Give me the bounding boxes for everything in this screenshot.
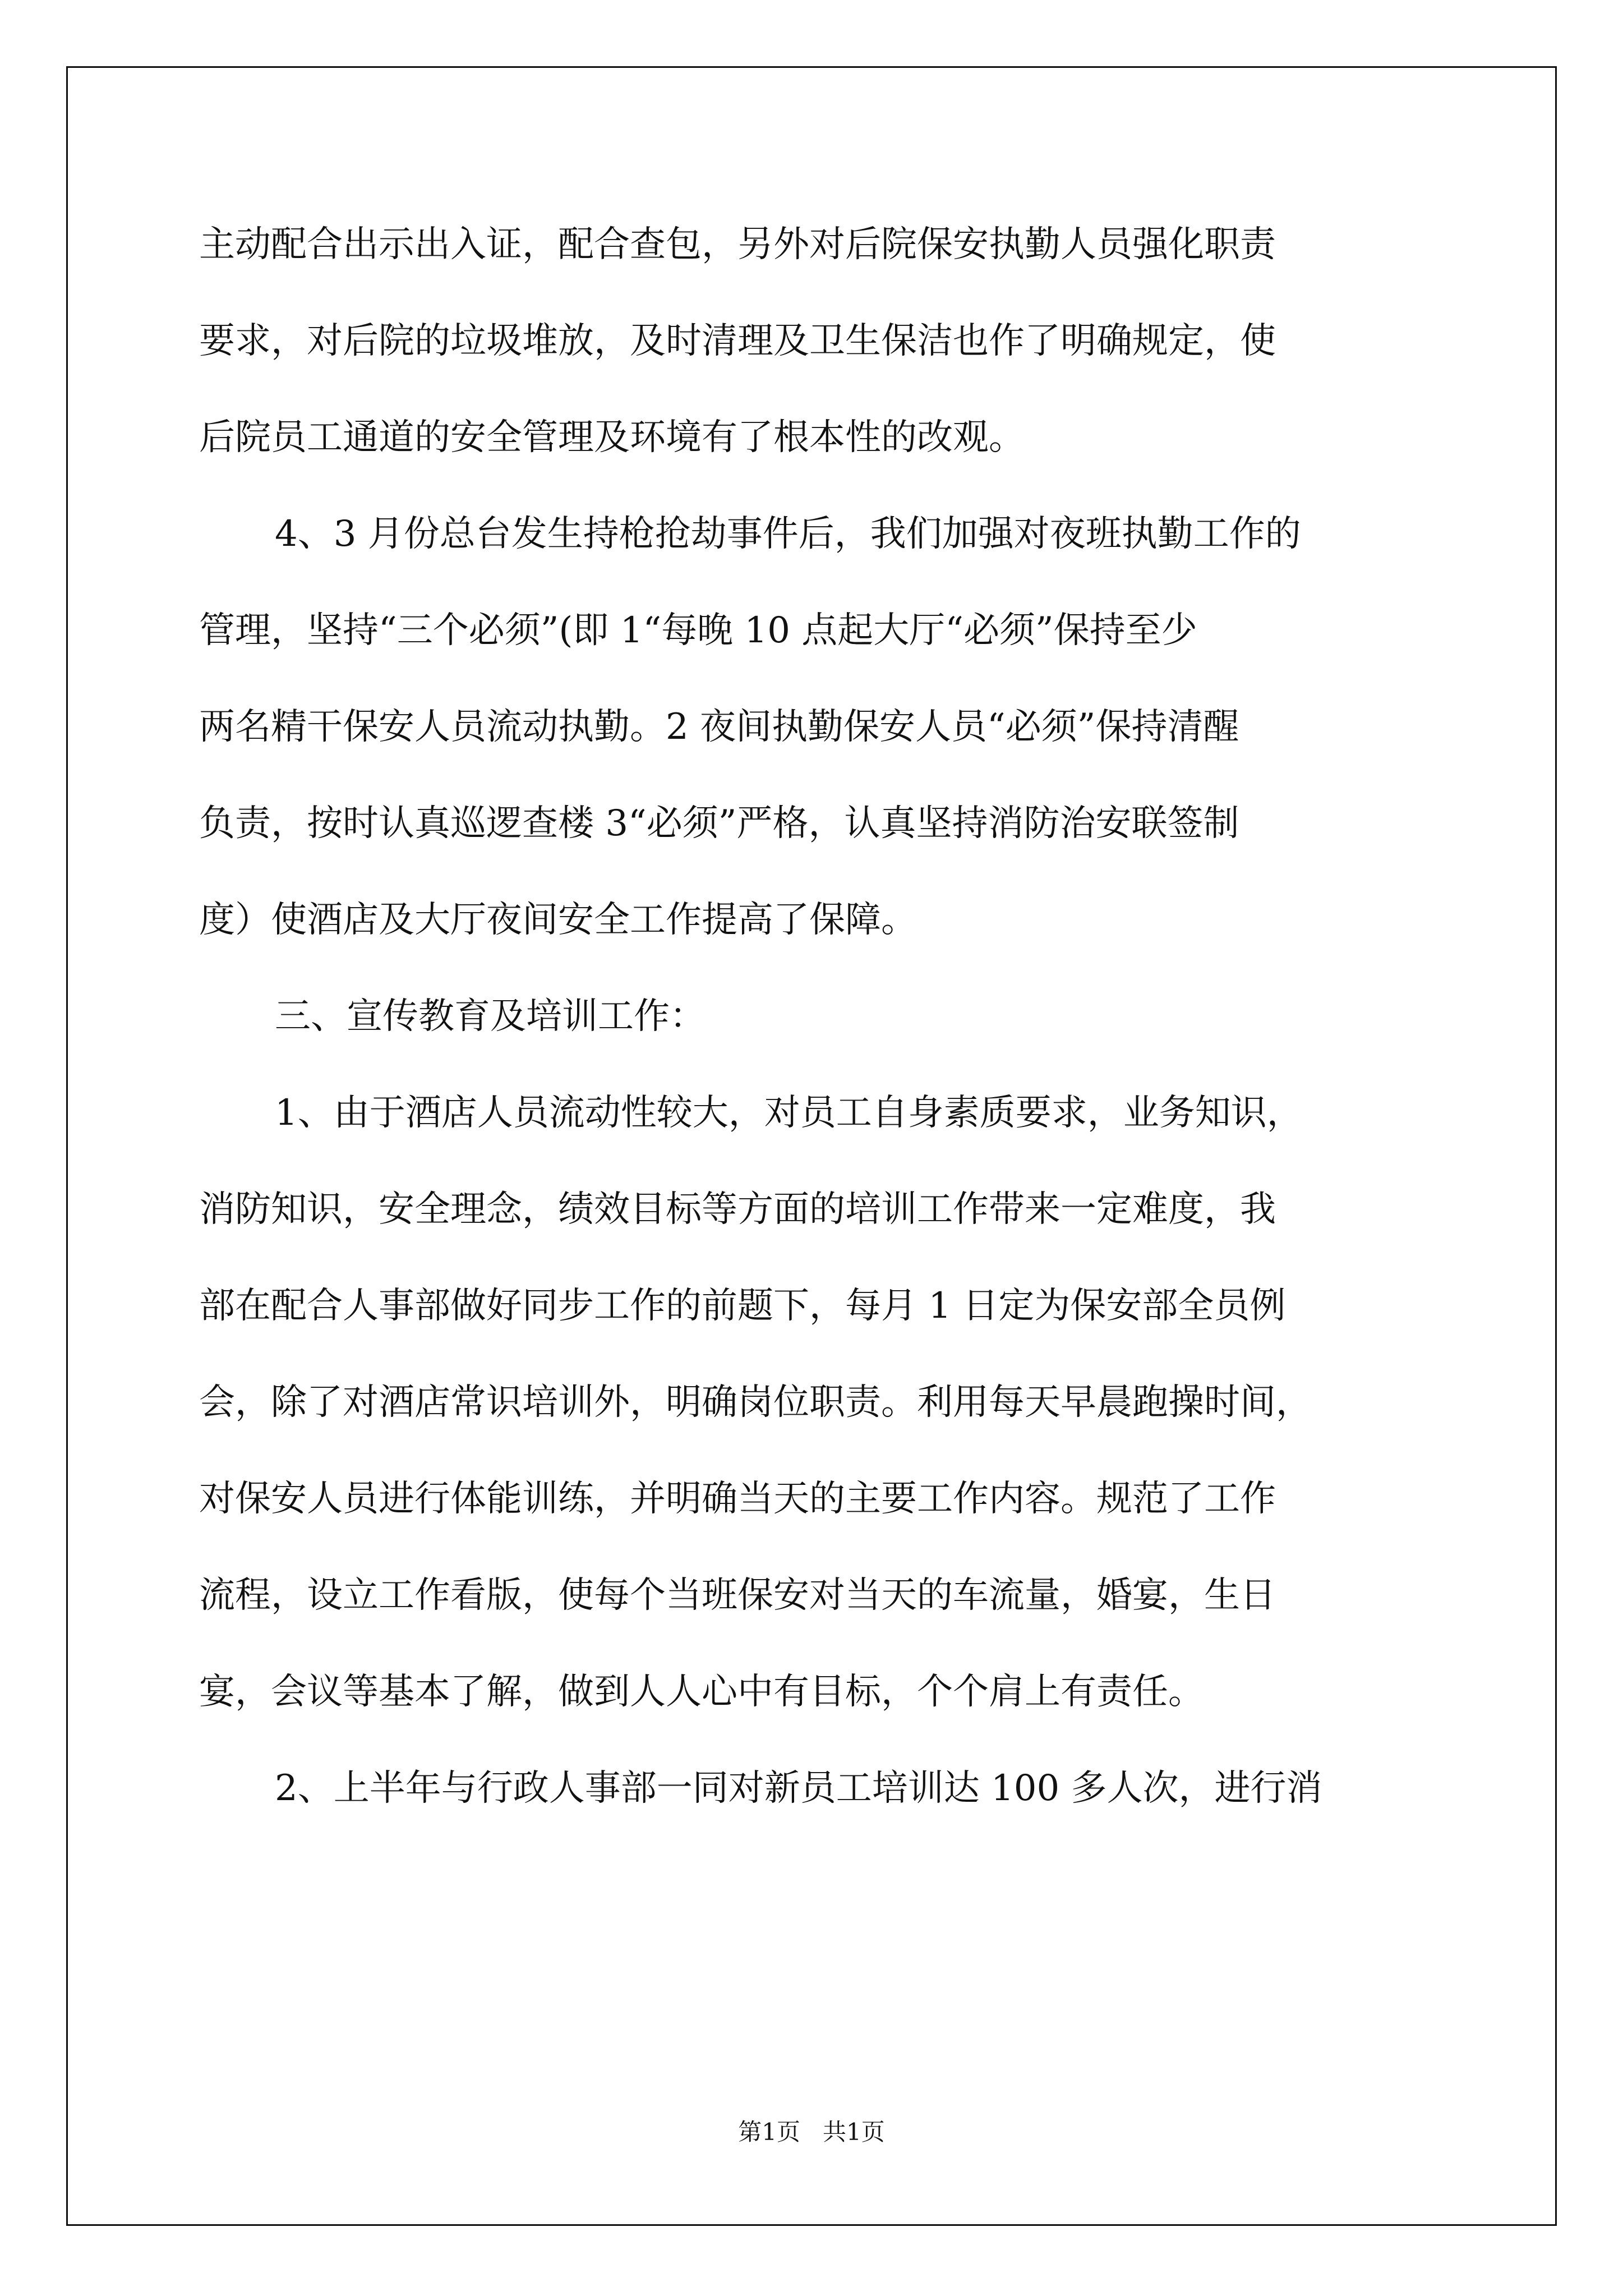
section-heading: 三、宣传教育及培训工作： bbox=[275, 996, 706, 1037]
text-line: 会，除了对酒店常识培训外，明确岗位职责。利用每天早晨跑操时间， bbox=[199, 1382, 1312, 1423]
text-line: 要求，对后院的垃圾堆放，及时清理及卫生保洁也作了明确规定，使 bbox=[199, 320, 1276, 362]
text-line: 管理，坚持“三个必须”(即 1“每晚 10 点起大厅“必须”保持至少 bbox=[199, 610, 1197, 651]
text-line: 主动配合出示出入证，配合查包，另外对后院保安执勤人员强化职责 bbox=[199, 224, 1276, 265]
document-body bbox=[199, 196, 1433, 1837]
text-line: 流程，设立工作看版，使每个当班保安对当天的车流量，婚宴，生日 bbox=[199, 1575, 1276, 1616]
paragraph-start-line: 2、上半年与行政人事部一同对新员工培训达 100 多人次，进行消 bbox=[275, 1768, 1322, 1809]
text-line: 两名精干保安人员流动执勤。2 夜间执勤保安人员“必须”保持清醒 bbox=[199, 706, 1239, 748]
text-line: 宴，会议等基本了解，做到人人心中有目标，个个肩上有责任。 bbox=[199, 1671, 1204, 1713]
page-footer: 第1页 共1页 bbox=[738, 2118, 885, 2146]
text-line: 消防知识，安全理念，绩效目标等方面的培训工作带来一定难度，我 bbox=[199, 1189, 1276, 1230]
text-line: 部在配合人事部做好同步工作的前题下，每月 1 日定为保安部全员例 bbox=[199, 1285, 1286, 1327]
paragraph-start-line: 1、由于酒店人员流动性较大，对员工自身素质要求，业务知识， bbox=[275, 1092, 1303, 1134]
text-line: 对保安人员进行体能训练，并明确当天的主要工作内容。规范了工作 bbox=[199, 1478, 1276, 1520]
paragraph-start-line: 4、3 月份总台发生持枪抢劫事件后，我们加强对夜班执勤工作的 bbox=[275, 513, 1301, 555]
text-line: 后院员工通道的安全管理及环境有了根本性的改观。 bbox=[199, 417, 1025, 458]
text-line: 度）使酒店及大厅夜间安全工作提高了保障。 bbox=[199, 899, 917, 941]
text-line: 负责，按时认真巡逻查楼 3“必须”严格，认真坚持消防治安联签制 bbox=[199, 803, 1239, 844]
